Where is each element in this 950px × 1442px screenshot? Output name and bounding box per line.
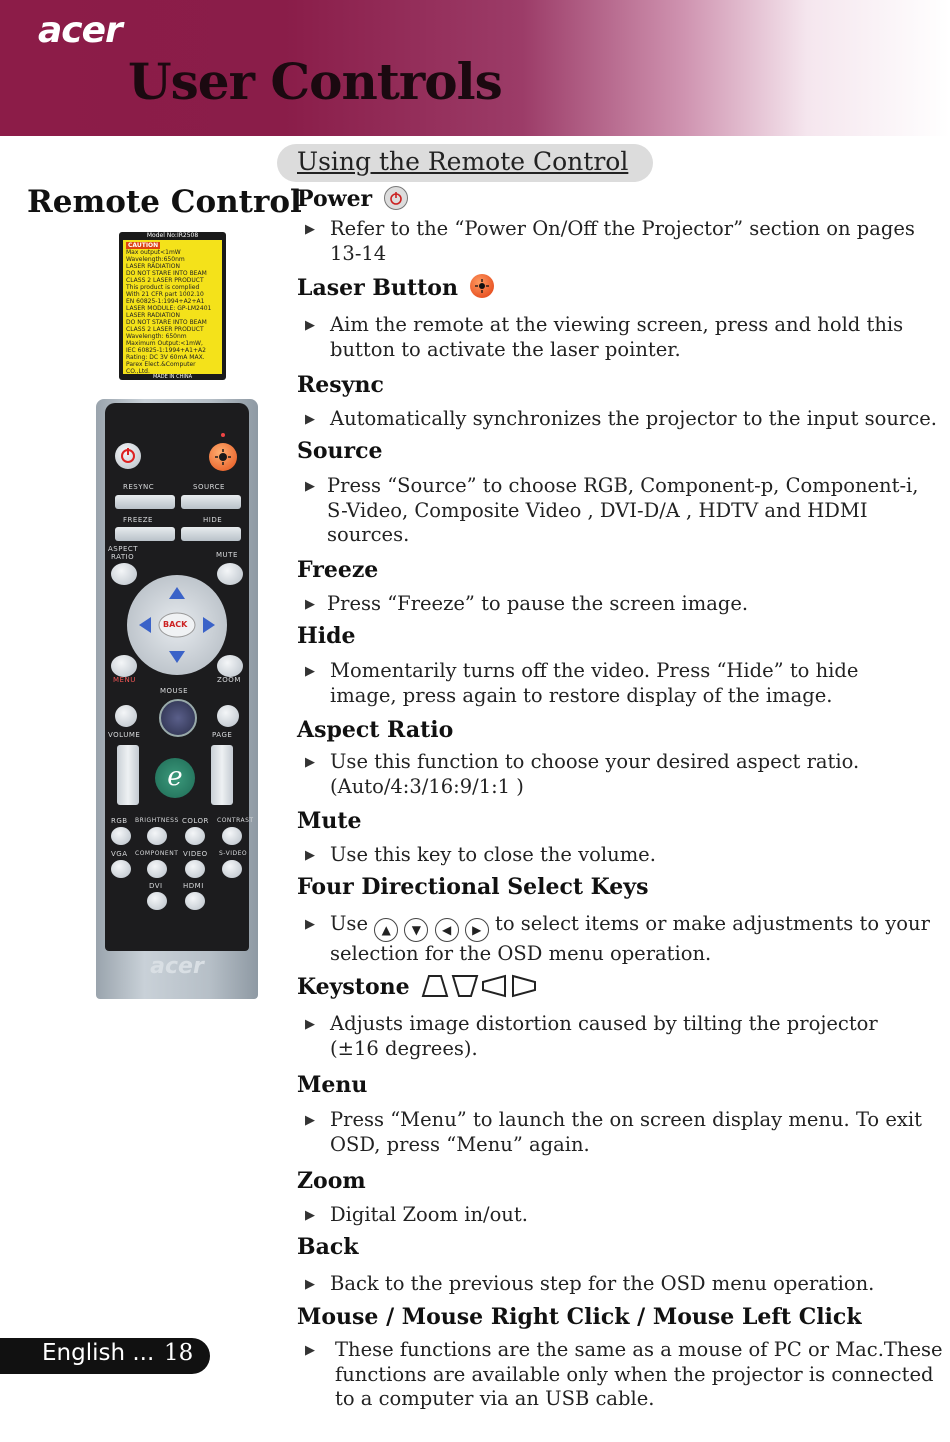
label-line: DO NOT STARE INTO BEAM [126, 319, 207, 326]
laser-button-icon [209, 443, 237, 471]
item-title-mouse: Mouse / Mouse Right Click / Mouse Left Click [297, 1304, 862, 1330]
item-text-keystone: Adjusts image distortion caused by tilting the projector (±16 degrees). [330, 1012, 878, 1060]
bullet-arrow-icon: ▶ [305, 1017, 315, 1032]
mouse-left-icon [115, 705, 137, 727]
footer-language: English ... [42, 1340, 155, 1366]
e-key-label: e [167, 762, 183, 792]
item-title-aspect-ratio: Aspect Ratio [297, 717, 454, 743]
remote-label-brightness: BRIGHTNESS [135, 817, 179, 824]
label-line: CLASS 2 LASER PRODUCT [126, 277, 204, 284]
item-text-power: Refer to the “Power On/Off the Projector” section on pages 13-14 [330, 217, 915, 265]
item-text-back: Back to the previous step for the OSD menu operation. [330, 1272, 875, 1295]
item-title-directional-keys: Four Directional Select Keys [297, 874, 649, 900]
item-title-zoom: Zoom [297, 1168, 366, 1194]
label-line: With 21 CFR part 1002.10 [126, 291, 204, 298]
remote-label-zoom: ZOOM [217, 676, 241, 684]
label-foot: MADE IN CHINA [152, 374, 193, 380]
zoom-key-icon [217, 655, 243, 677]
remote-label-color: COLOR [182, 817, 209, 825]
item-title-back: Back [297, 1234, 359, 1260]
item-text-resync: Automatically synchronizes the projector to the input source. [330, 407, 937, 430]
page-header [0, 0, 950, 136]
bullet-arrow-icon: ▶ [305, 1277, 315, 1292]
empowering-key-icon [155, 758, 195, 798]
bullet-arrow-icon: ▶ [305, 412, 315, 427]
bullet-arrow-icon: ▶ [305, 664, 315, 679]
source-key-icon [181, 495, 241, 509]
power-button-icon [115, 443, 141, 469]
label-line: Rating: DC 3V 60mA MAX. [126, 354, 205, 361]
bullet-arrow-icon: ▶ [305, 848, 315, 863]
label-model: Model No:IR2508 [146, 232, 199, 239]
down-key-icon: ▼ [404, 918, 428, 942]
remote-label-contrast: CONTRAST [217, 817, 254, 824]
label-line: IEC 60825-1:1994+A1+A2 [126, 347, 206, 354]
item-title-mute: Mute [297, 808, 362, 834]
dvi-key-icon [147, 892, 167, 910]
item-text-aspect-ratio: Use this function to choose your desired aspect ratio. (Auto/4:3/16:9/1:1 ) [330, 750, 860, 798]
label-line: Wavelength:650nm [126, 256, 185, 263]
item-title-menu: Menu [297, 1072, 368, 1098]
left-key-icon: ◀ [435, 918, 459, 942]
section-heading: Using the Remote Control [297, 147, 629, 176]
bullet-arrow-icon: ▶ [305, 479, 315, 494]
item-title-freeze: Freeze [297, 557, 379, 583]
item-title-laser: Laser Button [297, 274, 494, 301]
remote-brand-logo: acer [150, 954, 204, 979]
item-text-source: Press “Source” to choose RGB, Component-p, Component-i, S-Video, Composite Video , DVI-D/A , HDTV and HDMI sources. [327, 474, 919, 546]
label-line: This product is complied [126, 284, 200, 291]
remote-label-component: COMPONENT [135, 850, 179, 857]
label-line: Wavelength: 650nm [126, 333, 187, 340]
laser-indicator-icon [221, 433, 225, 437]
bullet-arrow-icon: ▶ [305, 1343, 315, 1358]
remote-label-video: VIDEO [183, 850, 208, 858]
remote-label-source: SOURCE [193, 483, 225, 491]
section-heading-pill [277, 144, 653, 182]
remote-label-mute: MUTE [216, 551, 238, 559]
footer-page-number: 18 [164, 1340, 194, 1366]
label-line: DO NOT STARE INTO BEAM [126, 270, 207, 277]
item-text-freeze: Press “Freeze” to pause the screen image. [327, 592, 749, 615]
remote-label-page: PAGE [212, 731, 233, 739]
svideo-key-icon [222, 860, 242, 878]
item-title-resync: Resync [297, 372, 384, 398]
label-line: LASER RADIATION [126, 263, 180, 270]
remote-label-vga: VGA [111, 850, 128, 858]
item-title-hide: Hide [297, 623, 356, 649]
bullet-arrow-icon: ▶ [305, 1113, 315, 1128]
bullet-arrow-icon: ▶ [305, 755, 315, 770]
item-text-hide: Momentarily turns off the video. Press “Hide” to hide image, press again to restore display of the image. [330, 659, 859, 707]
item-text-directional-keys: Use ▲ ▼ ◀ ▶ to select items or make adjustments to your selection for the OSD menu operation. [330, 912, 930, 965]
power-icon [384, 186, 408, 210]
color-key-icon [185, 827, 205, 845]
label-line: CLASS 2 LASER PRODUCT [126, 326, 204, 333]
item-title-source: Source [297, 438, 383, 464]
item-title-power: Power [297, 186, 408, 212]
vga-key-icon [111, 860, 131, 878]
item-text-laser: Aim the remote at the viewing screen, press and hold this button to activate the laser pointer. [330, 313, 904, 361]
keystone-right-icon [513, 976, 535, 996]
remote-label-dvi: DVI [149, 882, 163, 890]
contrast-key-icon [222, 827, 242, 845]
remote-label-rgb: RGB [111, 817, 128, 825]
item-text-mute: Use this key to close the volume. [330, 843, 656, 866]
bullet-arrow-icon: ▶ [305, 917, 315, 932]
remote-label-hdmi: HDMI [183, 882, 204, 890]
resync-key-icon [115, 495, 175, 509]
remote-label-ratio: RATIO [111, 553, 135, 561]
remote-label-freeze: FREEZE [123, 516, 153, 524]
hdmi-key-icon [185, 892, 205, 910]
item-text-zoom: Digital Zoom in/out. [330, 1203, 528, 1226]
keystone-top-icon [423, 976, 447, 996]
up-key-icon: ▲ [374, 918, 398, 942]
keystone-left-icon [483, 976, 505, 996]
label-caution: CAUTION [128, 242, 159, 249]
remote-illustration [96, 399, 258, 999]
brightness-key-icon [147, 827, 167, 845]
directional-pad-icon [127, 575, 227, 675]
remote-label-hide: HIDE [203, 516, 223, 524]
acer-logo: acer [38, 10, 122, 51]
remote-label-aspect: ASPECT [108, 545, 139, 553]
page-title: User Controls [128, 52, 502, 111]
page-footer [0, 1338, 210, 1374]
keystone-bottom-icon [453, 976, 477, 996]
remote-label-menu: MENU [113, 676, 136, 684]
page-rocker-icon [211, 745, 233, 805]
volume-rocker-icon [117, 745, 139, 805]
item-text-menu: Press “Menu” to launch the on screen display menu. To exit OSD, press “Menu” again. [330, 1108, 922, 1156]
remote-label-resync: RESYNC [123, 483, 155, 491]
menu-key-icon [111, 655, 137, 677]
side-title: Remote Control [27, 184, 302, 220]
freeze-key-icon [115, 527, 175, 541]
keystone-icons [421, 974, 539, 1004]
laser-icon [470, 274, 494, 298]
remote-face [105, 403, 254, 951]
label-line: CO.,Ltd. [126, 368, 150, 374]
mouse-right-icon [217, 705, 239, 727]
item-text-mouse: These functions are the same as a mouse of PC or Mac.These functions are available only when the projector is connected to a computer via an USB cable. [335, 1338, 943, 1410]
rgb-key-icon [111, 827, 131, 845]
remote-label-mouse: MOUSE [160, 687, 189, 695]
bullet-arrow-icon: ▶ [305, 318, 315, 333]
mouse-pad-icon [159, 699, 197, 737]
label-line: LASER MODULE: GP-LM2401 [126, 305, 212, 312]
remote-label-volume: VOLUME [108, 731, 141, 739]
remote-label-svideo: S-VIDEO [219, 850, 248, 857]
label-line: Parex Elect.&Computer [126, 361, 196, 368]
hide-key-icon [181, 527, 241, 541]
video-key-icon [185, 860, 205, 878]
label-text-block [123, 240, 222, 374]
label-line: LASER RADIATION [126, 312, 180, 319]
remote-label-back: BACK [163, 620, 188, 629]
laser-label-image [119, 232, 226, 380]
label-line: Max output<1mW [126, 249, 181, 256]
right-key-icon: ▶ [465, 918, 489, 942]
label-line: Maximum Output:<1mW, [126, 340, 203, 347]
bullet-arrow-icon: ▶ [305, 1208, 315, 1223]
label-line: EN 60825-1:1994+A2+A1 [126, 298, 205, 305]
component-key-icon [147, 860, 167, 878]
bullet-arrow-icon: ▶ [305, 597, 315, 612]
item-title-keystone: Keystone [297, 974, 539, 1004]
bullet-arrow-icon: ▶ [305, 222, 315, 237]
